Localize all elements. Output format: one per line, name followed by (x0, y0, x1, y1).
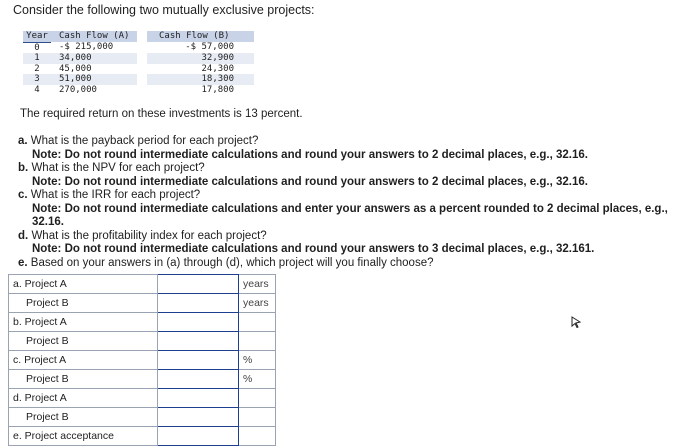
answer-row (9, 275, 276, 294)
answer-row (9, 332, 276, 351)
cash-flow-a-cell: 270,000 (51, 85, 137, 96)
irr-b-input[interactable] (158, 370, 239, 389)
year-cell: 3 (23, 74, 51, 85)
irr-a-field[interactable] (158, 351, 242, 369)
pi-a-field[interactable] (158, 389, 242, 407)
npv-a-input[interactable] (158, 313, 239, 332)
cash-flow-b-cell: -$ 57,000 (147, 42, 254, 53)
note-a: Note: Do not round intermediate calculations and round your answers to 2 decimal places, e.g., 32.16. (32, 148, 588, 161)
answer-grid (8, 274, 276, 446)
question-a: a. What is the payback period for each project? (18, 135, 259, 147)
year-cell: 1 (23, 53, 51, 64)
npv-b-field[interactable] (158, 332, 242, 350)
pi-b-field[interactable] (158, 408, 242, 426)
table-row (23, 85, 254, 96)
unit-label: % (239, 351, 276, 370)
table-row (23, 42, 254, 53)
project-acceptance-select[interactable] (158, 427, 239, 446)
intro-text: Consider the following two mutually exclusive projects: (13, 3, 315, 17)
unit-label: years (239, 294, 276, 313)
answer-label: c. Project A (9, 351, 158, 370)
cash-flow-b-cell: 17,800 (147, 85, 254, 96)
cash-flow-b-cell: 24,300 (147, 64, 254, 75)
year-cell: 2 (23, 64, 51, 75)
cash-flow-a-cell: -$ 215,000 (51, 42, 137, 53)
question-b: b. What is the NPV for each project? (18, 162, 205, 174)
npv-b-input[interactable] (158, 332, 239, 351)
answer-label: Project B (9, 370, 158, 389)
unit-label: % (239, 370, 276, 389)
question-e: e. Based on your answers in (a) through (d), which project will you finally choose? (18, 256, 434, 269)
col-header-cash-flow-b: Cash Flow (B) (147, 31, 254, 42)
irr-a-input[interactable] (158, 351, 239, 370)
answer-label: d. Project A (9, 389, 158, 408)
answer-label: b. Project A (9, 313, 158, 332)
answer-label: Project B (9, 408, 158, 427)
answer-row (9, 408, 276, 427)
npv-a-field[interactable] (158, 313, 242, 331)
irr-b-field[interactable] (158, 370, 242, 388)
table-row (23, 74, 254, 85)
year-cell: 0 (23, 42, 51, 53)
pi-b-input[interactable] (158, 408, 239, 427)
cash-flow-a-cell: 51,000 (51, 74, 137, 85)
answer-row (9, 370, 276, 389)
answer-label: a. Project A (9, 275, 158, 294)
note-c: Note: Do not round intermediate calculations and enter your answers as a percent rounded to 2 decimal places, e.g., 32.16. (32, 202, 668, 228)
year-cell: 4 (23, 85, 51, 96)
payback-b-field[interactable] (158, 294, 242, 312)
answer-label: Project B (9, 294, 158, 313)
required-return-text: The required return on these investments is 13 percent. (20, 108, 303, 120)
answer-row (9, 427, 276, 446)
payback-b-input[interactable] (158, 294, 239, 313)
cash-flow-table (23, 31, 254, 95)
project-acceptance-field[interactable] (158, 427, 242, 445)
answer-row (9, 351, 276, 370)
cash-flow-a-cell: 34,000 (51, 53, 137, 64)
answer-row (9, 389, 276, 408)
note-b: Note: Do not round intermediate calculations and round your answers to 2 decimal places, e.g., 32.16. (32, 175, 588, 188)
question-d: d. What is the profitability index for each project? (18, 229, 267, 242)
table-row (23, 53, 254, 64)
payback-a-field[interactable] (158, 275, 242, 293)
unit-label: years (239, 275, 276, 294)
answer-label: Project B (9, 332, 158, 351)
col-header-cash-flow-a: Cash Flow (A) (51, 31, 137, 42)
answer-label: e. Project acceptance (9, 427, 158, 446)
table-row (23, 64, 254, 75)
payback-a-input[interactable] (158, 275, 239, 294)
pointer-cursor-icon (570, 316, 582, 328)
question-c: c. What is the IRR for each project? (18, 189, 201, 201)
question-list (18, 135, 688, 270)
cash-flow-a-cell: 45,000 (51, 64, 137, 75)
pi-a-input[interactable] (158, 389, 239, 408)
col-header-year: Year (23, 31, 51, 42)
answer-row (9, 313, 276, 332)
cash-flow-b-cell: 32,900 (147, 53, 254, 64)
cash-flow-b-cell: 18,300 (147, 74, 254, 85)
answer-row (9, 294, 276, 313)
note-d: Note: Do not round intermediate calculations and round your answers to 3 decimal places, e.g., 32.161. (32, 243, 595, 255)
